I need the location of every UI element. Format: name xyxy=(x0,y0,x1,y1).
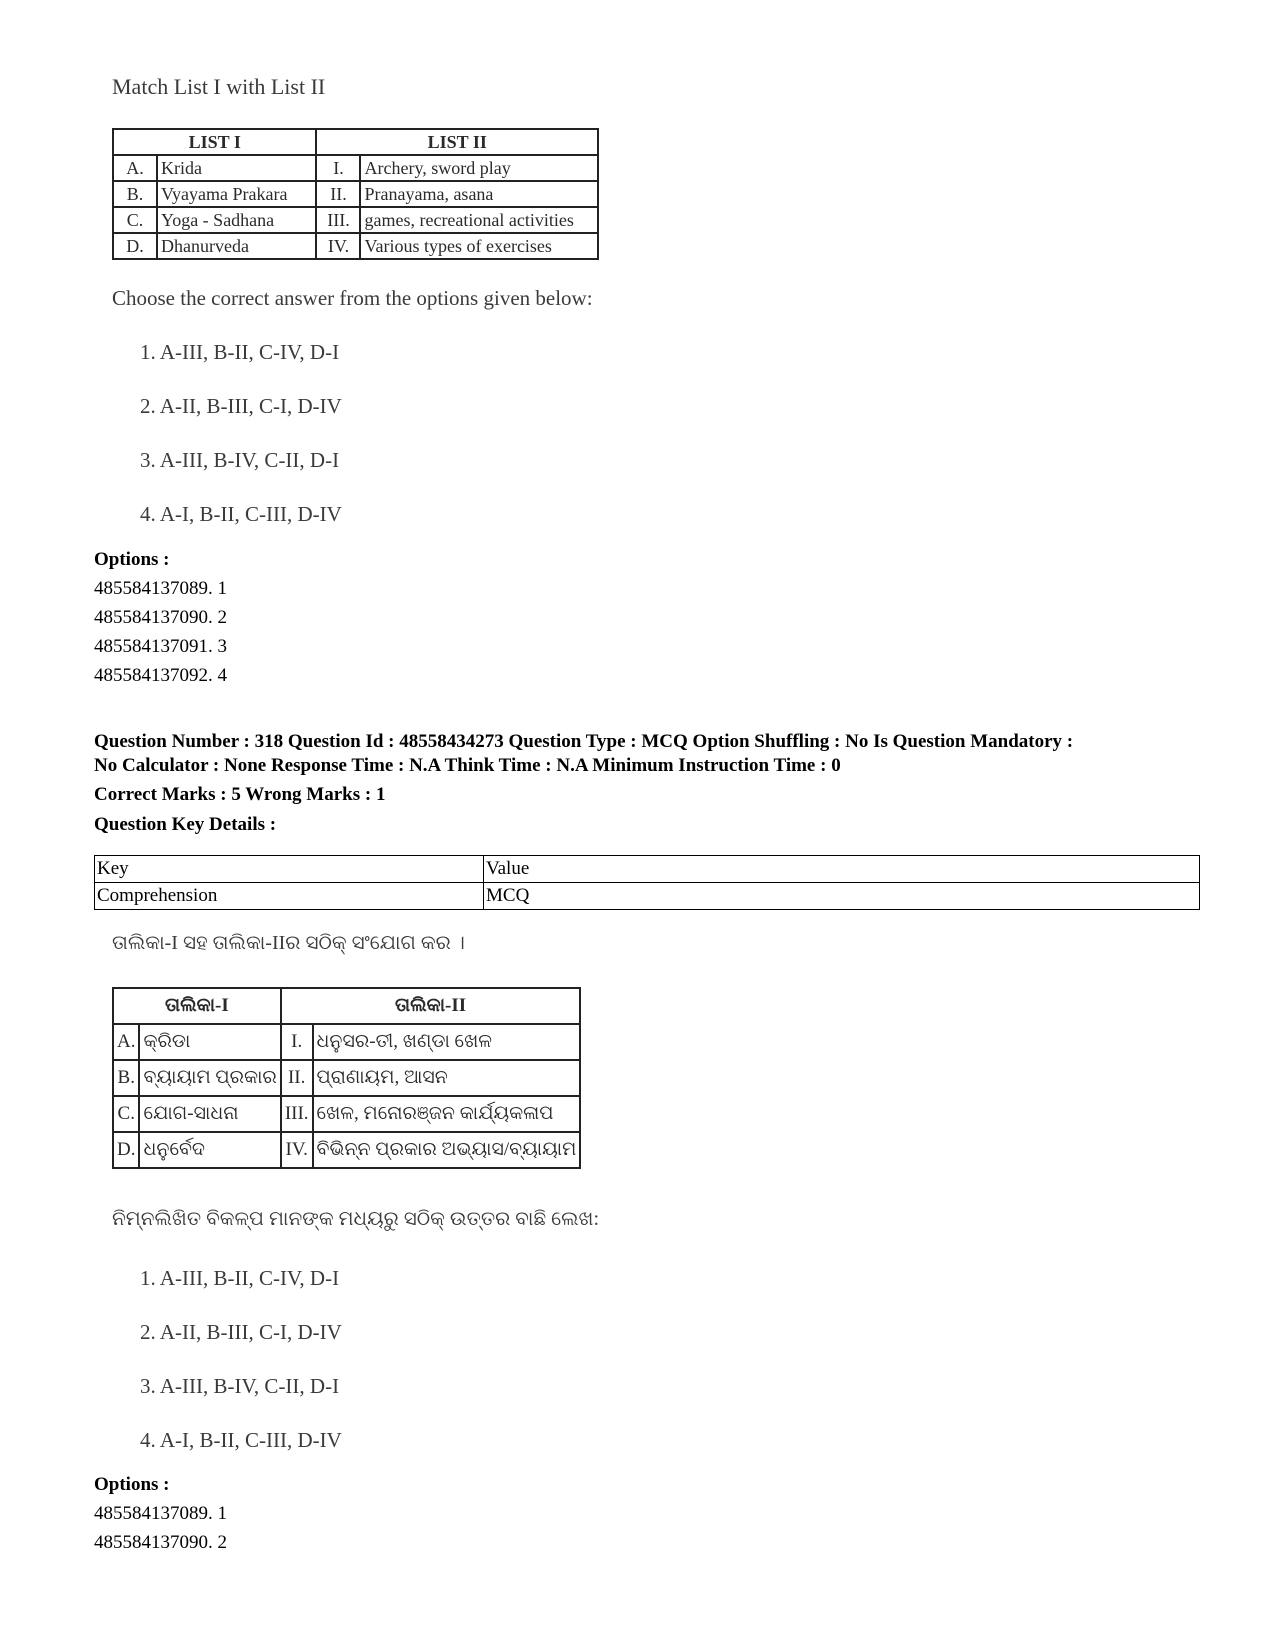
option-id-item: 485584137092. 4 xyxy=(94,665,227,686)
question-meta-line1: Question Number : 318 Question Id : 48558434273 Question Type : MCQ Option Shuffling : No Is Question Mandatory : xyxy=(94,731,1074,752)
q2-row-list1-item: ବ୍ୟାୟାମ ପ୍ରକାର xyxy=(139,1060,280,1096)
q1-answer-option: 2. A-II, B-III, C-I, D-IV xyxy=(140,394,342,418)
q2-row-letter: B. xyxy=(113,1060,139,1096)
q2-answer-option: 1. A-III, B-II, C-IV, D-I xyxy=(140,1266,340,1290)
options-label: Options : xyxy=(94,549,170,570)
q1-row-roman: II. xyxy=(316,181,360,207)
q2-row-list2-item: ପ୍ରାଣାୟମ, ଆସନ xyxy=(313,1060,581,1096)
q1-row-letter: C. xyxy=(113,207,157,233)
q2-row-roman: IV. xyxy=(281,1132,313,1168)
option-id-item: 485584137090. 2 xyxy=(94,1532,227,1553)
q1-row-list2-item: games, recreational activities xyxy=(360,207,598,233)
q2-table-header-list2: ତାଲିକା-II xyxy=(281,988,581,1024)
q2-row-roman: I. xyxy=(281,1024,313,1060)
q1-row-roman: I. xyxy=(316,155,360,181)
q2-row-list1-item: ଧନୁର୍ବେଦ xyxy=(139,1132,280,1168)
q2-answer-option: 3. A-III, B-IV, C-II, D-I xyxy=(140,1374,340,1398)
q2-row-list1-item: ଯୋଗ-ସାଧନା xyxy=(139,1096,280,1132)
q1-row-letter: B. xyxy=(113,181,157,207)
question-key-details-label: Question Key Details : xyxy=(94,814,277,835)
q1-answer-option: 1. A-III, B-II, C-IV, D-I xyxy=(140,340,340,364)
question-key-table xyxy=(94,855,1200,910)
table-row xyxy=(113,1132,580,1168)
q2-row-list2-item: ଧନୁସର-ତୀ, ଖଣ୍ଡା ଖେଳ xyxy=(313,1024,581,1060)
table-row xyxy=(113,155,598,181)
option-id-item: 485584137089. 1 xyxy=(94,578,227,599)
q2-row-letter: A. xyxy=(113,1024,139,1060)
q1-row-list1-item: Vyayama Prakara xyxy=(157,181,316,207)
table-row xyxy=(113,207,598,233)
q1-table-header-list1: LIST I xyxy=(113,129,316,155)
question-meta-line2: No Calculator : None Response Time : N.A Think Time : N.A Minimum Instruction Time : 0 xyxy=(94,755,841,776)
key-table-cell: Comprehension xyxy=(95,883,484,910)
key-table-cell: MCQ xyxy=(484,883,1200,910)
table-row xyxy=(113,1096,580,1132)
options-label: Options : xyxy=(94,1474,170,1495)
q1-row-list1-item: Krida xyxy=(157,155,316,181)
key-table-header-key: Key xyxy=(95,856,484,883)
q2-table-header-list1: ତାଲିକା-I xyxy=(113,988,281,1024)
option-id-item: 485584137090. 2 xyxy=(94,607,227,628)
table-row xyxy=(113,233,598,259)
q2-row-list2-item: ଖେଳ, ମନୋରଞ୍ଜନ କାର୍ଯ୍ୟକଳାପ xyxy=(313,1096,581,1132)
q1-match-table xyxy=(112,128,599,260)
q1-row-roman: IV. xyxy=(316,233,360,259)
q1-answer-option: 3. A-III, B-IV, C-II, D-I xyxy=(140,448,340,472)
key-table-header-value: Value xyxy=(484,856,1200,883)
q1-row-list2-item: Archery, sword play xyxy=(360,155,598,181)
q2-answer-option: 4. A-I, B-II, C-III, D-IV xyxy=(140,1428,342,1452)
q2-row-letter: D. xyxy=(113,1132,139,1168)
q1-answer-option: 4. A-I, B-II, C-III, D-IV xyxy=(140,502,342,526)
q2-row-roman: III. xyxy=(281,1096,313,1132)
option-id-item: 485584137091. 3 xyxy=(94,636,227,657)
q1-table-header-list2: LIST II xyxy=(316,129,598,155)
q1-row-list1-item: Dhanurveda xyxy=(157,233,316,259)
q1-row-letter: A. xyxy=(113,155,157,181)
q1-row-letter: D. xyxy=(113,233,157,259)
q2-row-letter: C. xyxy=(113,1096,139,1132)
question-marks: Correct Marks : 5 Wrong Marks : 1 xyxy=(94,784,386,805)
option-id-item: 485584137089. 1 xyxy=(94,1503,227,1524)
q2-match-table xyxy=(112,987,581,1169)
table-row xyxy=(95,883,1200,910)
table-row xyxy=(113,181,598,207)
q2-row-list1-item: କ୍ରିଡା xyxy=(139,1024,280,1060)
q2-answer-option: 2. A-II, B-III, C-I, D-IV xyxy=(140,1320,342,1344)
q2-row-roman: II. xyxy=(281,1060,313,1096)
q1-row-list2-item: Pranayama, asana xyxy=(360,181,598,207)
q1-image-title: Match List I with List II xyxy=(112,74,326,99)
q1-row-list2-item: Various types of exercises xyxy=(360,233,598,259)
table-row xyxy=(113,1024,580,1060)
q2-image-title: ତାଲିକା-I ସହ ତାଲିକା-IIର ସଠିକ୍ ସଂଯୋଗ କର । xyxy=(112,932,465,954)
q1-choose-instruction: Choose the correct answer from the options given below: xyxy=(112,286,593,310)
q1-row-roman: III. xyxy=(316,207,360,233)
table-row xyxy=(95,856,1200,883)
q2-choose-instruction: ନିମ୍ନଲିଖିତ ବିକଳ୍ପ ମାନଙ୍କ ମଧ୍ୟରୁ ସଠିକ୍ ଉତ୍ତର ବାଛି ଲେଖ: xyxy=(112,1208,600,1230)
q1-row-list1-item: Yoga - Sadhana xyxy=(157,207,316,233)
table-row xyxy=(113,1060,580,1096)
q2-row-list2-item: ବିଭିନ୍ନ ପ୍ରକାର ଅଭ୍ୟାସ/ବ୍ୟାୟାମ xyxy=(313,1132,581,1168)
